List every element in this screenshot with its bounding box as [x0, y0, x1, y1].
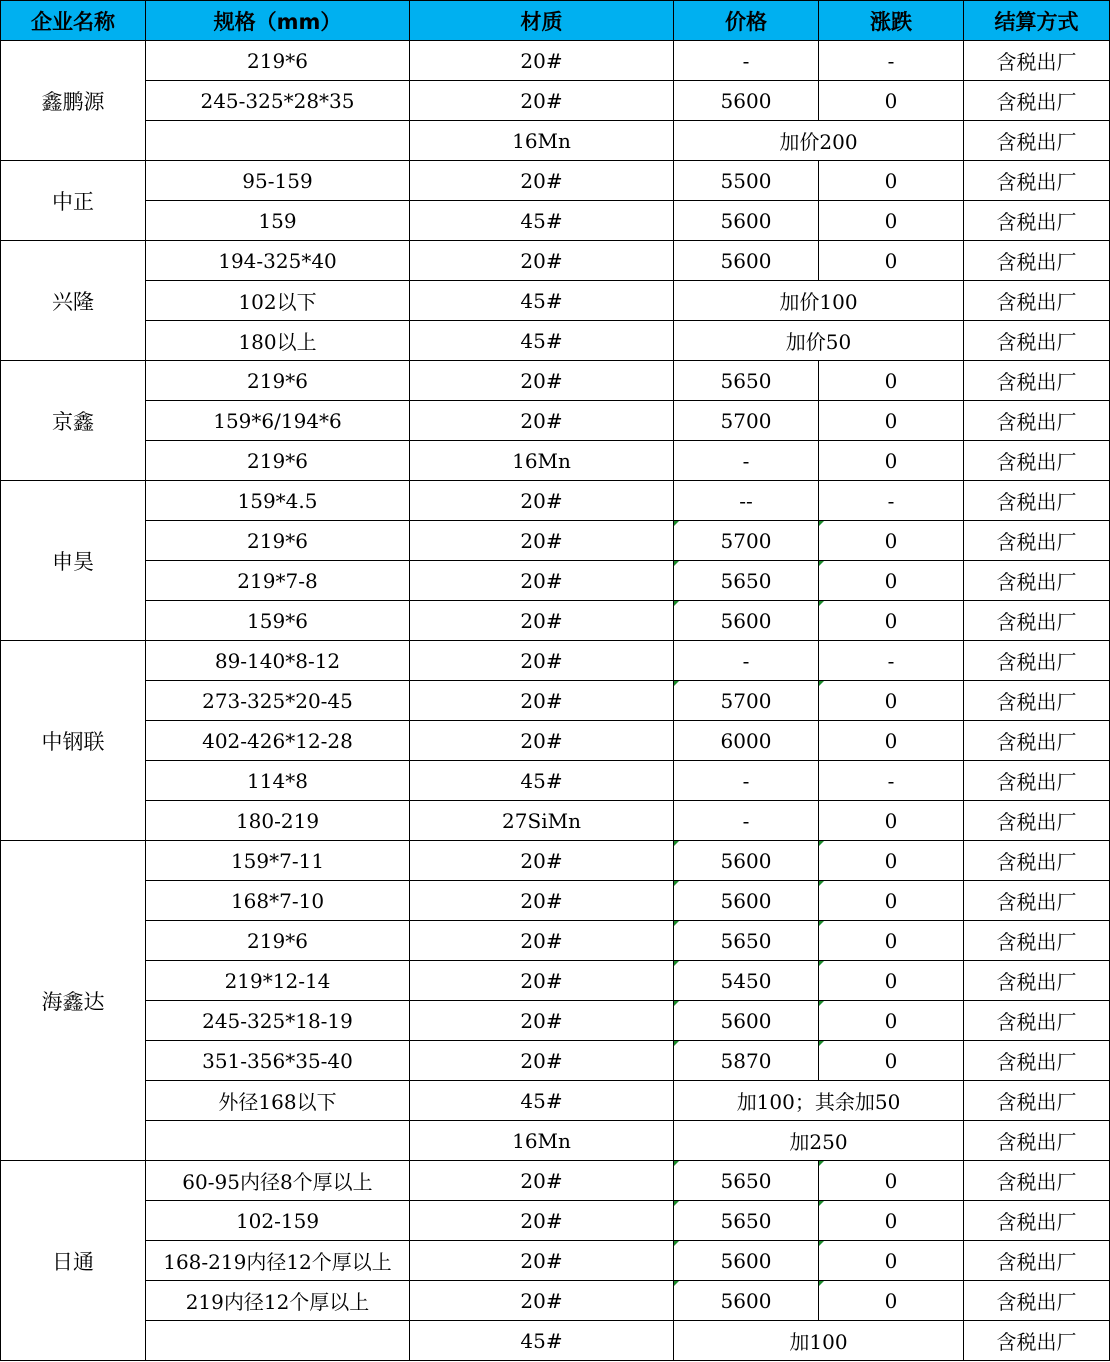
- header-row: [1, 1, 1110, 41]
- material-cell: 45#: [410, 281, 674, 321]
- price-cell: 5650: [674, 921, 819, 961]
- change-cell: 0: [819, 841, 964, 881]
- settlement-cell: 含税出厂: [964, 401, 1110, 441]
- price-cell: 5600: [674, 1241, 819, 1281]
- spec-cell: 60-95内径8个厚以上: [146, 1161, 410, 1201]
- material-cell: 20#: [410, 1001, 674, 1041]
- table-row: [1, 281, 1110, 321]
- change-cell: -: [819, 761, 964, 801]
- settlement-cell: 含税出厂: [964, 201, 1110, 241]
- material-cell: 20#: [410, 1201, 674, 1241]
- change-cell: 0: [819, 881, 964, 921]
- table-row: [1, 321, 1110, 361]
- table-row: [1, 1201, 1110, 1241]
- spec-cell: 168-219内径12个厚以上: [146, 1241, 410, 1281]
- table-row: [1, 1161, 1110, 1201]
- settlement-cell: 含税出厂: [964, 1121, 1110, 1161]
- material-cell: 20#: [410, 721, 674, 761]
- price-cell: 5500: [674, 161, 819, 201]
- material-cell: 27SiMn: [410, 801, 674, 841]
- settlement-cell: 含税出厂: [964, 1001, 1110, 1041]
- price-cell: 5650: [674, 1201, 819, 1241]
- change-cell: 0: [819, 241, 964, 281]
- material-cell: 20#: [410, 561, 674, 601]
- material-cell: 20#: [410, 361, 674, 401]
- price-cell: 5700: [674, 681, 819, 721]
- company-name: 日通: [1, 1161, 146, 1361]
- table-row: [1, 601, 1110, 641]
- header-spec: 规格（mm）: [146, 1, 410, 41]
- settlement-cell: 含税出厂: [964, 481, 1110, 521]
- price-cell: 5870: [674, 1041, 819, 1081]
- price-cell: --: [674, 481, 819, 521]
- table-row: [1, 1001, 1110, 1041]
- table-row: [1, 361, 1110, 401]
- material-cell: 20#: [410, 841, 674, 881]
- spec-cell: 102-159: [146, 1201, 410, 1241]
- price-note-cell: 加价50: [674, 321, 964, 361]
- header-company: 企业名称: [1, 1, 146, 41]
- material-cell: 20#: [410, 881, 674, 921]
- settlement-cell: 含税出厂: [964, 41, 1110, 81]
- header-price: 价格: [674, 1, 819, 41]
- table-row: [1, 921, 1110, 961]
- material-cell: 20#: [410, 1281, 674, 1321]
- settlement-cell: 含税出厂: [964, 321, 1110, 361]
- settlement-cell: 含税出厂: [964, 1161, 1110, 1201]
- spec-cell: 219*12-14: [146, 961, 410, 1001]
- price-cell: 5650: [674, 1161, 819, 1201]
- settlement-cell: 含税出厂: [964, 921, 1110, 961]
- change-cell: 0: [819, 801, 964, 841]
- material-cell: 20#: [410, 41, 674, 81]
- material-cell: 20#: [410, 681, 674, 721]
- settlement-cell: 含税出厂: [964, 161, 1110, 201]
- table-body: [1, 41, 1110, 1361]
- table-row: [1, 481, 1110, 521]
- price-cell: 5600: [674, 201, 819, 241]
- table-row: [1, 41, 1110, 81]
- table-row: [1, 521, 1110, 561]
- settlement-cell: 含税出厂: [964, 841, 1110, 881]
- spec-cell: [146, 1321, 410, 1361]
- company-name: 鑫鹏源: [1, 41, 146, 161]
- table-row: [1, 761, 1110, 801]
- spec-cell: 180以上: [146, 321, 410, 361]
- company-name: 京鑫: [1, 361, 146, 481]
- spec-cell: 219*6: [146, 921, 410, 961]
- change-cell: 0: [819, 681, 964, 721]
- settlement-cell: 含税出厂: [964, 81, 1110, 121]
- spec-cell: 402-426*12-28: [146, 721, 410, 761]
- table-row: [1, 1081, 1110, 1121]
- settlement-cell: 含税出厂: [964, 1081, 1110, 1121]
- material-cell: 20#: [410, 481, 674, 521]
- price-note-cell: 加250: [674, 1121, 964, 1161]
- price-cell: -: [674, 801, 819, 841]
- price-note-cell: 加价100: [674, 281, 964, 321]
- settlement-cell: 含税出厂: [964, 1281, 1110, 1321]
- price-cell: 5700: [674, 521, 819, 561]
- change-cell: 0: [819, 1001, 964, 1041]
- change-cell: 0: [819, 1281, 964, 1321]
- settlement-cell: 含税出厂: [964, 801, 1110, 841]
- material-cell: 20#: [410, 1241, 674, 1281]
- change-cell: 0: [819, 1041, 964, 1081]
- spec-cell: 219*6: [146, 41, 410, 81]
- change-cell: 0: [819, 361, 964, 401]
- spec-cell: 89-140*8-12: [146, 641, 410, 681]
- change-cell: 0: [819, 1201, 964, 1241]
- material-cell: 20#: [410, 241, 674, 281]
- table-row: [1, 241, 1110, 281]
- material-cell: 45#: [410, 1321, 674, 1361]
- settlement-cell: 含税出厂: [964, 121, 1110, 161]
- settlement-cell: 含税出厂: [964, 721, 1110, 761]
- price-note-cell: 加100；其余加50: [674, 1081, 964, 1121]
- price-cell: 5600: [674, 1001, 819, 1041]
- price-note-cell: 加价200: [674, 121, 964, 161]
- settlement-cell: 含税出厂: [964, 1201, 1110, 1241]
- settlement-cell: 含税出厂: [964, 1041, 1110, 1081]
- material-cell: 20#: [410, 641, 674, 681]
- settlement-cell: 含税出厂: [964, 961, 1110, 1001]
- material-cell: 20#: [410, 1041, 674, 1081]
- settlement-cell: 含税出厂: [964, 281, 1110, 321]
- spec-cell: [146, 1121, 410, 1161]
- spec-cell: 95-159: [146, 161, 410, 201]
- price-cell: -: [674, 761, 819, 801]
- price-cell: 5600: [674, 1281, 819, 1321]
- change-cell: 0: [819, 961, 964, 1001]
- spec-cell: 245-325*18-19: [146, 1001, 410, 1041]
- spec-cell: 159*6/194*6: [146, 401, 410, 441]
- price-cell: 5650: [674, 561, 819, 601]
- change-cell: 0: [819, 81, 964, 121]
- table-row: [1, 81, 1110, 121]
- price-cell: -: [674, 41, 819, 81]
- price-cell: -: [674, 441, 819, 481]
- price-cell: 5600: [674, 241, 819, 281]
- header-change: 涨跌: [819, 1, 964, 41]
- company-name: 海鑫达: [1, 841, 146, 1161]
- material-cell: 20#: [410, 921, 674, 961]
- material-cell: 16Mn: [410, 1121, 674, 1161]
- table-row: [1, 1321, 1110, 1361]
- settlement-cell: 含税出厂: [964, 521, 1110, 561]
- material-cell: 20#: [410, 81, 674, 121]
- change-cell: 0: [819, 441, 964, 481]
- settlement-cell: 含税出厂: [964, 881, 1110, 921]
- table-row: [1, 441, 1110, 481]
- change-cell: 0: [819, 521, 964, 561]
- material-cell: 16Mn: [410, 121, 674, 161]
- spec-cell: 219*7-8: [146, 561, 410, 601]
- spec-cell: 159*6: [146, 601, 410, 641]
- price-cell: 5600: [674, 881, 819, 921]
- spec-cell: 351-356*35-40: [146, 1041, 410, 1081]
- table-row: [1, 881, 1110, 921]
- spec-cell: 180-219: [146, 801, 410, 841]
- price-cell: 5650: [674, 361, 819, 401]
- company-name: 兴隆: [1, 241, 146, 361]
- material-cell: 16Mn: [410, 441, 674, 481]
- change-cell: 0: [819, 401, 964, 441]
- change-cell: 0: [819, 1241, 964, 1281]
- spec-cell: 219*6: [146, 361, 410, 401]
- table-row: [1, 841, 1110, 881]
- spec-cell: 219*6: [146, 521, 410, 561]
- spec-cell: 159*4.5: [146, 481, 410, 521]
- material-cell: 45#: [410, 761, 674, 801]
- price-cell: 5600: [674, 601, 819, 641]
- material-cell: 20#: [410, 161, 674, 201]
- spec-cell: 245-325*28*35: [146, 81, 410, 121]
- price-cell: 6000: [674, 721, 819, 761]
- spec-cell: 114*8: [146, 761, 410, 801]
- table-row: [1, 1041, 1110, 1081]
- material-cell: 45#: [410, 201, 674, 241]
- table-row: [1, 801, 1110, 841]
- table-row: [1, 1241, 1110, 1281]
- header-material: 材质: [410, 1, 674, 41]
- spec-cell: 159*7-11: [146, 841, 410, 881]
- price-cell: 5600: [674, 841, 819, 881]
- table-row: [1, 121, 1110, 161]
- change-cell: -: [819, 481, 964, 521]
- material-cell: 45#: [410, 321, 674, 361]
- price-note-cell: 加100: [674, 1321, 964, 1361]
- table-row: [1, 1281, 1110, 1321]
- company-name: 中正: [1, 161, 146, 241]
- settlement-cell: 含税出厂: [964, 601, 1110, 641]
- change-cell: -: [819, 41, 964, 81]
- material-cell: 20#: [410, 401, 674, 441]
- table-row: [1, 641, 1110, 681]
- table-row: [1, 561, 1110, 601]
- table-row: [1, 161, 1110, 201]
- change-cell: 0: [819, 1161, 964, 1201]
- material-cell: 20#: [410, 601, 674, 641]
- table-row: [1, 201, 1110, 241]
- price-cell: -: [674, 641, 819, 681]
- table-row: [1, 681, 1110, 721]
- change-cell: 0: [819, 561, 964, 601]
- spec-cell: 194-325*40: [146, 241, 410, 281]
- spec-cell: 219*6: [146, 441, 410, 481]
- table-row: [1, 1121, 1110, 1161]
- spec-cell: [146, 121, 410, 161]
- change-cell: -: [819, 641, 964, 681]
- change-cell: 0: [819, 161, 964, 201]
- settlement-cell: 含税出厂: [964, 1241, 1110, 1281]
- spec-cell: 168*7-10: [146, 881, 410, 921]
- price-cell: 5450: [674, 961, 819, 1001]
- settlement-cell: 含税出厂: [964, 681, 1110, 721]
- spec-cell: 外径168以下: [146, 1081, 410, 1121]
- settlement-cell: 含税出厂: [964, 1321, 1110, 1361]
- material-cell: 45#: [410, 1081, 674, 1121]
- spec-cell: 273-325*20-45: [146, 681, 410, 721]
- price-cell: 5700: [674, 401, 819, 441]
- settlement-cell: 含税出厂: [964, 241, 1110, 281]
- price-cell: 5600: [674, 81, 819, 121]
- material-cell: 20#: [410, 521, 674, 561]
- settlement-cell: 含税出厂: [964, 641, 1110, 681]
- settlement-cell: 含税出厂: [964, 441, 1110, 481]
- change-cell: 0: [819, 601, 964, 641]
- table-row: [1, 401, 1110, 441]
- change-cell: 0: [819, 921, 964, 961]
- change-cell: 0: [819, 721, 964, 761]
- change-cell: 0: [819, 201, 964, 241]
- settlement-cell: 含税出厂: [964, 361, 1110, 401]
- spec-cell: 219内径12个厚以上: [146, 1281, 410, 1321]
- header-settlement: 结算方式: [964, 1, 1110, 41]
- company-name: 中钢联: [1, 641, 146, 841]
- settlement-cell: 含税出厂: [964, 761, 1110, 801]
- table-row: [1, 721, 1110, 761]
- table-row: [1, 961, 1110, 1001]
- spec-cell: 159: [146, 201, 410, 241]
- material-cell: 20#: [410, 961, 674, 1001]
- settlement-cell: 含税出厂: [964, 561, 1110, 601]
- spec-cell: 102以下: [146, 281, 410, 321]
- company-name: 申昊: [1, 481, 146, 641]
- material-cell: 20#: [410, 1161, 674, 1201]
